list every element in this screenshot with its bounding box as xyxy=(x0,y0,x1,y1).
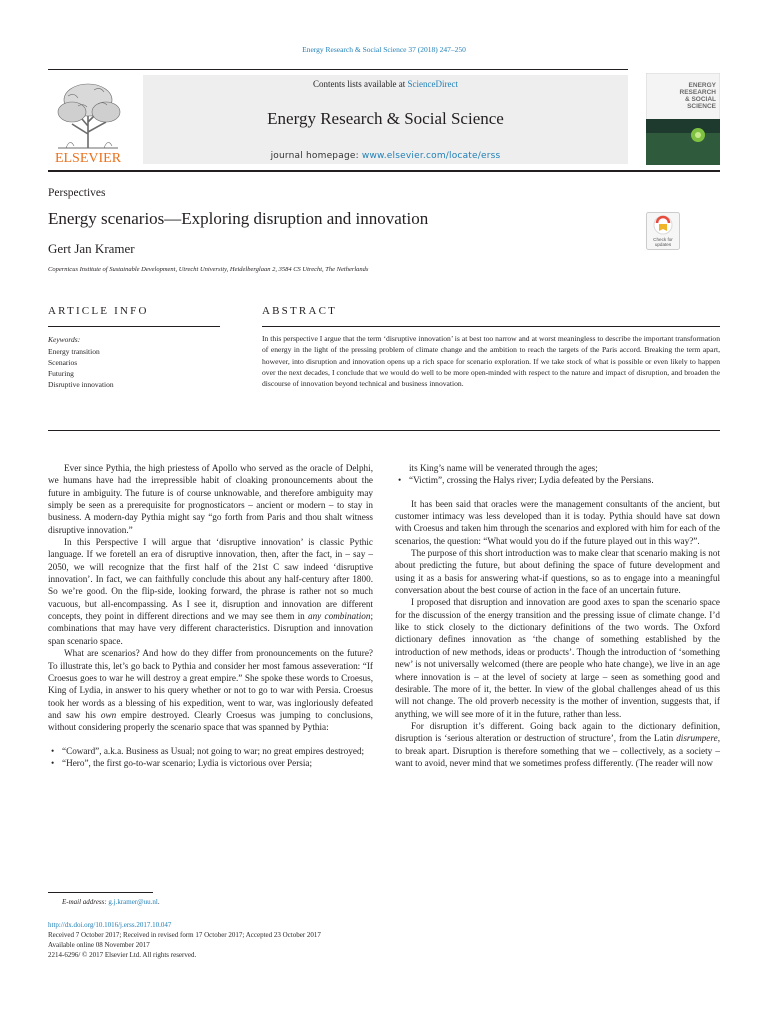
article-author[interactable]: Gert Jan Kramer xyxy=(48,241,135,256)
list-continuation: its King’s name will be venerated through the ages; xyxy=(409,463,598,473)
keyword-item: Energy transition xyxy=(48,347,100,356)
body-column-left xyxy=(48,462,373,769)
body-paragraph xyxy=(48,536,373,647)
keywords-list xyxy=(48,346,114,390)
body-paragraph xyxy=(48,647,373,733)
article-title: Energy scenarios—Exploring disruption and innovation xyxy=(48,209,429,228)
check-updates-line-2: updates xyxy=(654,242,672,247)
cover-title-line-1: ENERGY xyxy=(688,82,716,89)
check-updates-line-1: Check for xyxy=(653,237,673,242)
emphasis-text: own xyxy=(100,709,117,720)
body-paragraph xyxy=(395,720,720,769)
abstract-bottom-rule xyxy=(48,430,720,431)
header-bottom-rule xyxy=(48,170,720,172)
article-history xyxy=(48,920,321,960)
scenario-list-item: • “Victim”, crossing the Halys river; Lydia defeated by the Persians. xyxy=(395,474,720,486)
elsevier-tree-icon xyxy=(48,76,128,166)
elsevier-logo[interactable] xyxy=(48,76,128,166)
homepage-link[interactable]: www.elsevier.com/locate/erss xyxy=(361,151,501,161)
cover-title-line-2: RESEARCH xyxy=(679,89,716,96)
body-paragraph: It has been said that oracles were the management consultants of the ancient, but customer intimacy was less developed than it is today. Pythia should have sat down with Croesus and taken him through the scenarios and explored with him for each of the scenarios, the question: “What would you do if the future played out in this way?”. xyxy=(395,498,720,546)
cover-title-line-3: & SOCIAL xyxy=(684,96,716,103)
author-email-line xyxy=(62,898,160,906)
paragraph-text: , to break apart. Disruption is therefore something that we – collectively, as a society – want to avoid, never mind that we sometimes profess differently. (The reader will now xyxy=(395,733,720,768)
contents-line xyxy=(143,79,628,89)
scenario-list-continued xyxy=(395,474,720,486)
journal-name: Energy Research & Social Science xyxy=(267,109,504,128)
paragraph-text: For disruption it’s different. Going back again to the dictionary definition, disruption is ‘serious alteration or destruction of structure’, from the Latin xyxy=(395,720,720,744)
journal-cover-thumbnail[interactable] xyxy=(646,73,720,165)
header-top-rule xyxy=(48,69,628,70)
received-dates: Received 7 October 2017; Received in revised form 17 October 2017; Accepted 23 October 2017 xyxy=(48,931,321,939)
homepage-label: journal homepage: xyxy=(270,151,362,161)
abstract-rule xyxy=(262,326,720,327)
available-online-date: Available online 08 November 2017 xyxy=(48,941,150,949)
journal-citation[interactable]: Energy Research & Social Science 37 (2018) 247–250 xyxy=(302,45,466,54)
body-paragraph: The purpose of this short introduction was to make clear that scenario making is not about predicting the future, but about defining the space of future development and using it as a basis for answering what-if questions, so as to engage into a meaningful conversation about the best course of action in the face of an uncertain future. xyxy=(395,548,720,596)
copyright-notice: 2214-6296/ © 2017 Elsevier Ltd. All rights reserved. xyxy=(48,951,197,959)
cover-title-line-4: SCIENCE xyxy=(687,103,716,110)
publisher-wordmark: ELSEVIER xyxy=(54,151,122,166)
body-column-right xyxy=(395,462,720,769)
emphasis-text: any combination xyxy=(307,611,371,622)
check-updates-icon xyxy=(646,212,680,250)
check-for-updates-badge[interactable] xyxy=(646,212,680,250)
journal-cover-image xyxy=(646,73,720,165)
article-info-heading: ARTICLE INFO xyxy=(48,305,149,317)
sciencedirect-link[interactable]: ScienceDirect xyxy=(407,79,458,89)
email-suffix: . xyxy=(157,898,160,906)
abstract-heading: ABSTRACT xyxy=(262,305,338,317)
footnote-rule xyxy=(48,892,153,893)
body-paragraph: I proposed that disruption and innovation are good axes to span the scenario space for the discussion of the energy transition and the pressing issue of climate change. I’d like to stick closely to the dictionary definitions of the two words. The Oxford dictionary defines innovation as ‘the change of something established by the introduction of new methods, ideas or products’. Though the introduction of ‘something new’ is not universally welcomed (there are people who hate change), we live in an age where innovation is – at the level of society at large – seen as something good and desirable. The more of it, the better. In view of the global challenges ahead of us this will not change. The old proverb necessity is the mother of invention, suggests that, if anything, we will see more of it in the future, rather than less. xyxy=(395,597,720,719)
doi-link[interactable]: http://dx.doi.org/10.1016/j.erss.2017.10.047 xyxy=(48,921,172,929)
spacer xyxy=(395,487,720,498)
keyword-item: Futuring xyxy=(48,369,74,378)
paragraph-text: In this Perspective I will argue that ‘disruptive innovation’ is classic Pythic language. If we foretell an era of disruptive innovation, then, after the fact, in – say – 2050, we will recognize that the first half of the 21st C saw indeed ‘disruptive innovation’. In fact, we can faithfully conclude this about any half-century after 1800. So we’re good. On the flip-side, looking forward, the phrase is rather not so much vacuous, but all-encompassing. As I see it, disruption and innovation are different concepts, they point in different directions and we may see them in xyxy=(48,537,373,622)
body-paragraph: Ever since Pythia, the high priestess of Apollo who served as the oracle of Delphi, we humans have had the irrepressible habit of cloaking pronouncements about the future in ambiguity. The future is of course unknowable, and therefore ambiguity may simply be seen as a prerequisite for prognosticators – ancient or modern – to stay in business. A modern-day Pythia might say “go forth from Paris and thou shalt witness disruptive innovation.” xyxy=(48,463,373,535)
paragraph-text: What are scenarios? And how do they differ from pronouncements on the future? To illustrate this, let’s go back to Pythia and consider her most famous asseveration: “If Croesus goes to war he will destroy a great empire.” She spoke these words to Croesus, King of Lydia, in answer to his query whether or not to go to war with Persia. Croesus took her words as a blessing of his expedition, went to war, was ingloriously defeated and saw his xyxy=(48,648,373,720)
journal-homepage-line xyxy=(143,151,628,161)
paragraph-text: empire destroyed. Clearly Croesus was jumping to conclusions, without considering properly the scenario space that was spanned by Pythia: xyxy=(48,709,373,733)
author-affiliation: Copernicus Institute of Sustainable Development, Utrecht University, Heidelberglaan 2, 3584 CS Utrecht, The Netherlands xyxy=(48,266,369,273)
article-section-label: Perspectives xyxy=(48,187,106,199)
author-email-link[interactable]: g.j.kramer@uu.nl xyxy=(108,898,158,906)
keyword-item: Disruptive innovation xyxy=(48,380,114,389)
keywords-label: Keywords: xyxy=(48,335,81,344)
article-info-rule xyxy=(48,326,220,327)
email-label: E-mail address: xyxy=(62,898,107,906)
spacer xyxy=(48,734,373,745)
abstract-text: In this perspective I argue that the term ‘disruptive innovation’ is at best too narrow and at worst meaningless to describe the important transformation of energy in the light of the pressing problem of climate change and the ambition to reach the targets of the Paris accord. Breaking the term apart, however, into disruption and innovation opens up a rich space for scenario exploration. If we take stock of what is possible or even likely to happen over the next decades, I conclude that we would do well to be more open-minded with respect to the nature and impact of disruption, and broaden the discourse of innovation beyond technical and business innovation. xyxy=(262,334,720,389)
contents-prefix: Contents lists available at xyxy=(313,79,408,89)
paragraph-text: ; combinations that may have very different characteristics. Disruption and innovation span scenario space. xyxy=(48,611,373,646)
scenario-list-item: • “Hero”, the first go-to-war scenario; Lydia is victorious over Persia; xyxy=(48,757,373,769)
emphasis-text: disrumpere xyxy=(676,733,718,744)
keyword-item: Scenarios xyxy=(48,358,78,367)
scenario-list-item: • “Coward”, a.k.a. Business as Usual; not going to war; no great empires destroyed; xyxy=(48,745,373,757)
scenario-list xyxy=(48,745,373,770)
